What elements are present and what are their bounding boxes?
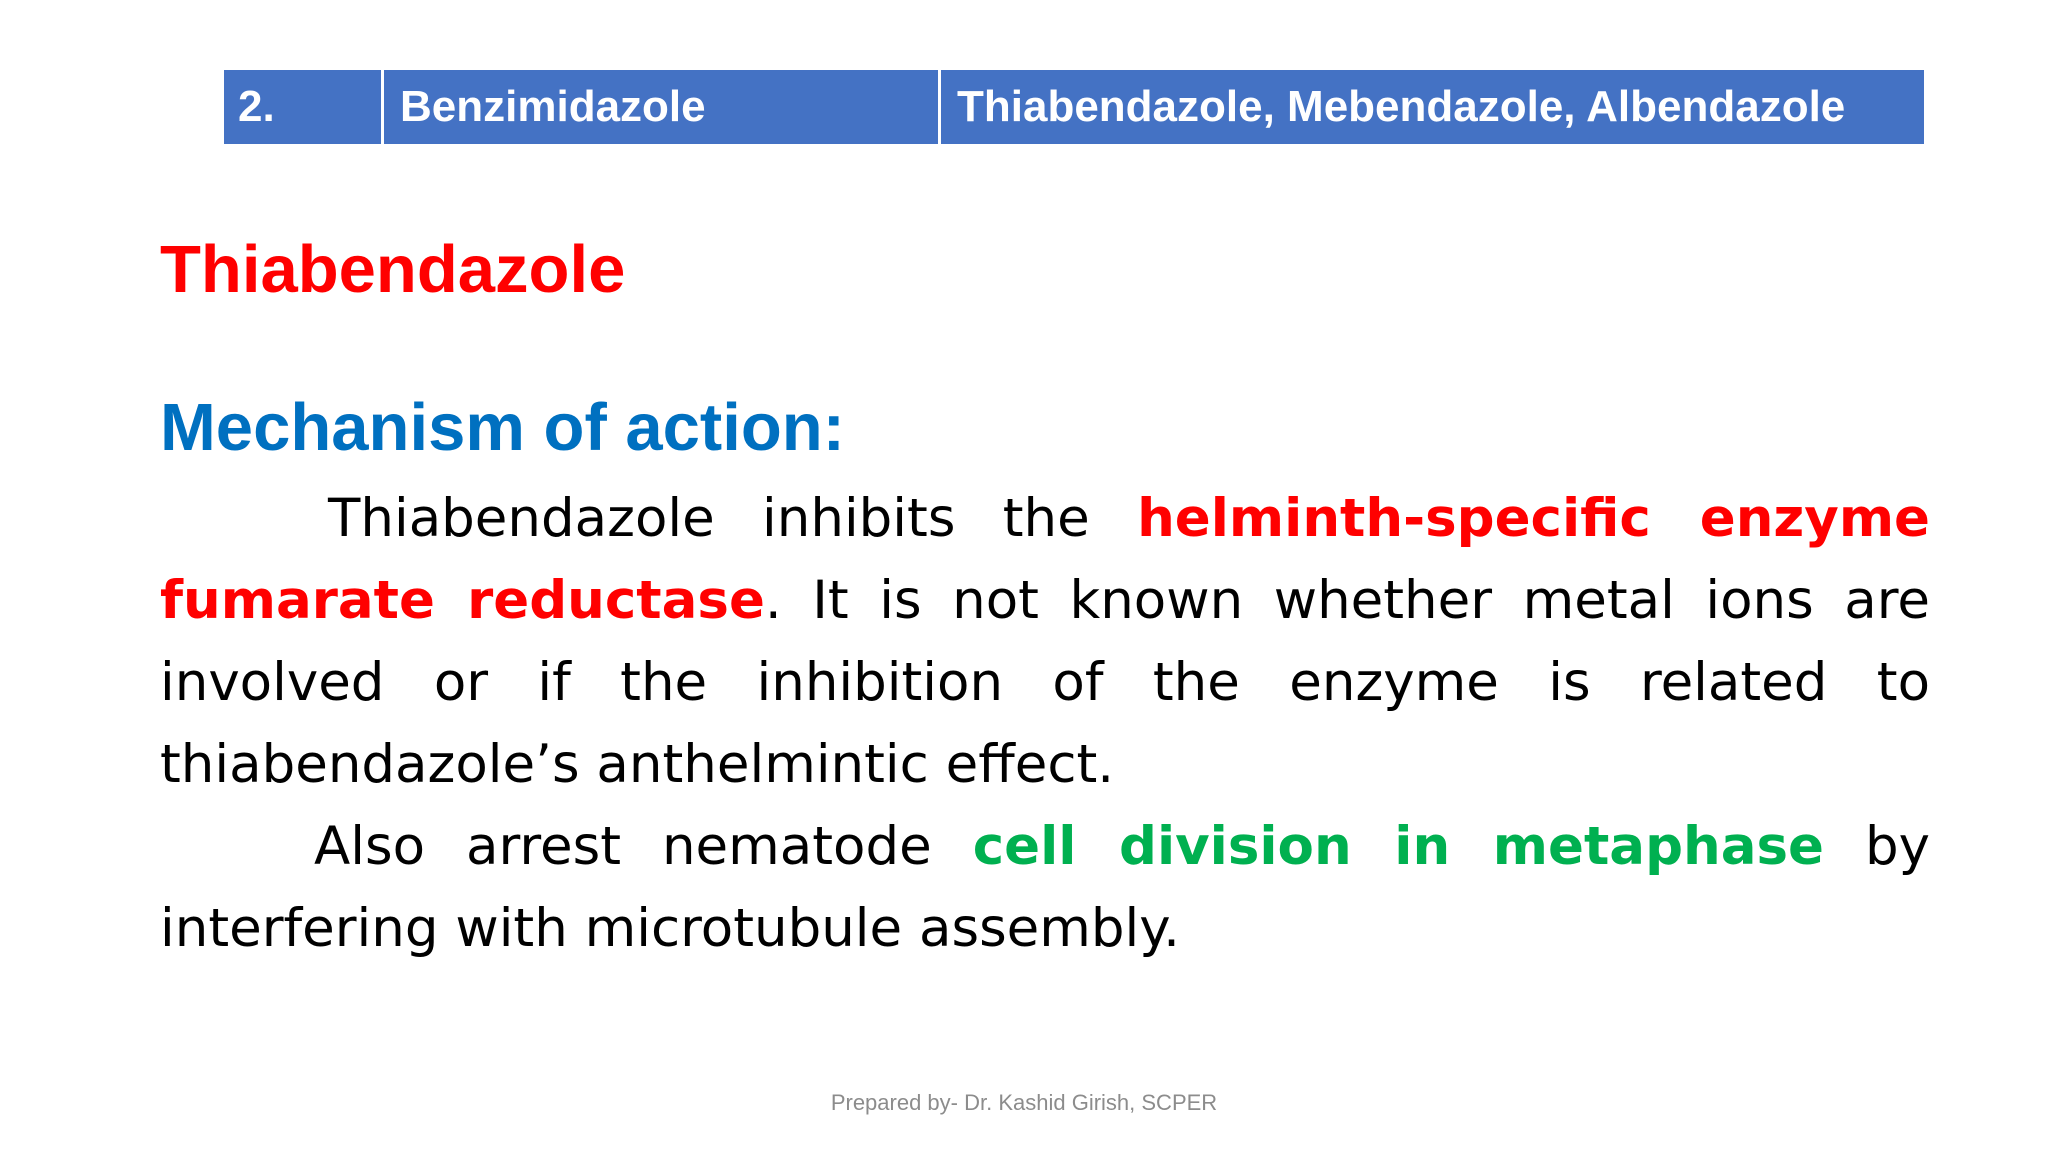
mechanism-heading: Mechanism of action: bbox=[160, 390, 845, 465]
paragraph-2-text-a: Also arrest nematode bbox=[314, 816, 973, 877]
mechanism-body bbox=[160, 478, 1930, 970]
cell-division-highlight: cell division in metaphase bbox=[972, 816, 1824, 877]
drug-class-table-row bbox=[224, 70, 1924, 144]
footer-credit: Prepared by- Dr. Kashid Girish, SCPER bbox=[830, 1090, 1218, 1115]
paragraph-1-text-a: Thiabendazole inhibits the bbox=[328, 488, 1138, 549]
drug-title: Thiabendazole bbox=[160, 232, 626, 307]
mechanism-paragraph-2 bbox=[160, 806, 1930, 970]
paragraph-1-text-b: . It is not known whether metal ions are involved or if the inhibition of the enzyme is related to thiabendazole’s anthelmintic effect. bbox=[160, 570, 1930, 795]
row-number-cell: 2. bbox=[224, 70, 384, 144]
fumarate-reductase-highlight: helminth-specific enzyme fumarate reductase bbox=[160, 488, 1931, 631]
mechanism-paragraph-1 bbox=[160, 478, 1930, 806]
drug-class-cell: Benzimidazole bbox=[384, 70, 941, 144]
paragraph-2-text-b: by interfering with microtubule assembly. bbox=[160, 816, 1931, 959]
drug-examples-cell: Thiabendazole, Mebendazole, Albendazole bbox=[957, 82, 1846, 131]
